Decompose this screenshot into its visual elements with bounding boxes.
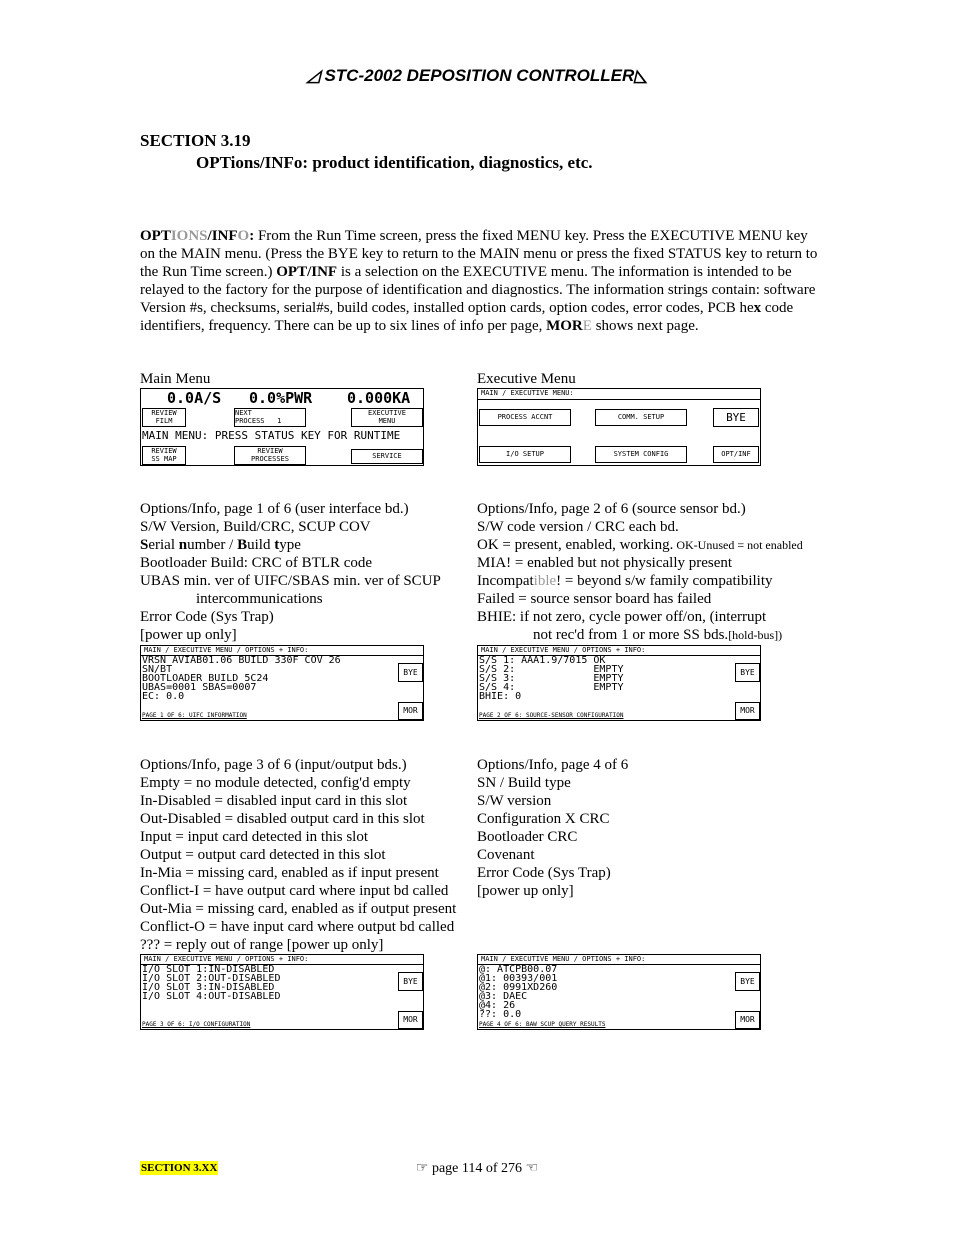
page2-more-button[interactable]: MOR [735, 702, 760, 720]
page2-screen-title: MAIN / EXECUTIVE MENU / OPTIONS + INFO: [481, 646, 646, 654]
page3-screen [140, 954, 424, 1030]
readout-power: 0.0%PWR [249, 389, 313, 407]
page1-screen-title: MAIN / EXECUTIVE MENU / OPTIONS + INFO: [144, 646, 309, 654]
page2-bhie-line-2 [477, 626, 803, 644]
lead-opt: OPT [140, 228, 171, 244]
incompat-a: Incompat [477, 573, 534, 589]
section-number: SECTION 3.19 [140, 131, 251, 150]
serial-erial: erial [148, 537, 179, 553]
page2-failed-line: Failed = source sensor board has failed [477, 591, 712, 607]
page4-row: @4: 26 [479, 1000, 516, 1011]
lead-o: O [237, 228, 250, 244]
page1-line: S/W Version, Build/CRC, SCUP COV [140, 519, 371, 535]
main-menu-status-line: MAIN MENU: PRESS STATUS KEY FOR RUNTIME [142, 429, 401, 442]
page1-serial-line [140, 536, 441, 554]
page4-line: Bootloader CRC [477, 829, 578, 845]
page4-row: @2: 0991XD260 [479, 982, 558, 993]
page2-screen [477, 645, 761, 721]
header-left-icon: ◿ [306, 66, 320, 85]
serial-t: t [274, 537, 280, 553]
page1-line: UBAS min. ver of UIFC/SBAS min. ver of SCUP [140, 573, 441, 589]
page3-screen-footer: PAGE 3 OF 6: I/O CONFIGURATION [142, 1021, 251, 1028]
page2-description [477, 500, 803, 644]
serial-ype: ype [279, 537, 301, 553]
exec-menu-title: MAIN / EXECUTIVE MENU: [481, 389, 574, 397]
io-setup-button[interactable]: I/O SETUP [479, 446, 571, 463]
page4-line: Options/Info, page 4 of 6 [477, 757, 629, 773]
review-film-button[interactable]: REVIEW FILM [142, 408, 186, 427]
page-header [0, 66, 954, 86]
page1-more-button[interactable]: MOR [398, 702, 423, 720]
page2-mia-line: MIA! = enabled but not physically present [477, 555, 733, 571]
page3-screen-title: MAIN / EXECUTIVE MENU / OPTIONS + INFO: [144, 955, 309, 963]
page1-line: intercommunications [196, 591, 323, 607]
page3-line: In-Mia = missing card, enabled as if input present [140, 865, 439, 881]
intro-text-1: From the Run Time screen, press the fixed MENU key. Press the EXECUTIVE MENU key on the MAIN menu. (Press the BYE key to return to the MAIN menu or press the fixed STATUS key to return to the Run Time screen.) [140, 228, 818, 280]
serial-b: B [237, 537, 248, 553]
page4-line: Covenant [477, 847, 535, 863]
page4-row: @: ATCPB00.07 [479, 964, 558, 975]
page4-row: @3: DAEC [479, 991, 528, 1002]
page2-row: S/S 3: EMPTY [479, 673, 624, 684]
section-badge: SECTION 3.XX [141, 1162, 218, 1174]
page3-line: Empty = no module detected, config'd empty [140, 775, 411, 791]
section-title: OPTions/INFo: product identification, diagnostics, etc. [196, 153, 593, 172]
page3-line: Output = output card detected in this slot [140, 847, 386, 863]
intro-bold-more: MOR [546, 318, 583, 334]
page4-description [477, 756, 628, 900]
page1-screen [140, 645, 424, 721]
header-right-icon: ◺ [634, 66, 648, 85]
page3-line: Conflict-I = have output card where input bd called [140, 883, 449, 899]
incompat-c: ! = beyond s/w family compatibility [556, 573, 773, 589]
page4-screen [477, 954, 761, 1030]
page2-bhie-line: BHIE: if not zero, cycle power off/on, (interrupt [477, 609, 767, 625]
page2-line: S/W code version / CRC each bd. [477, 519, 679, 535]
serial-umber: umber / [187, 537, 238, 553]
page2-row: S/S 4: EMPTY [479, 682, 624, 693]
lead-inf: /INF [207, 228, 238, 244]
comm-setup-button[interactable]: COMM. SETUP [595, 409, 687, 426]
serial-uild: uild [247, 537, 275, 553]
intro-text-3: code identifiers, frequency. There can be up to six lines of info per page, [140, 300, 794, 334]
bhie2-small: [hold-bus]) [728, 628, 783, 642]
readout-thickness: 0.000KA [347, 389, 411, 407]
ok-definition: OK = present, enabled, working. [477, 537, 674, 553]
page3-line: Out-Mia = missing card, enabled as if output present [140, 901, 457, 917]
page3-line: Out-Disabled = disabled output card in this slot [140, 811, 425, 827]
serial-n: n [178, 537, 188, 553]
page3-more-button[interactable]: MOR [398, 1011, 423, 1029]
executive-menu-caption: Executive Menu [477, 371, 576, 387]
page3-line: Input = input card detected in this slot [140, 829, 368, 845]
page2-row: BHIE: 0 [479, 691, 522, 702]
readout-rate: 0.0A/S [167, 389, 222, 407]
page2-bye-button[interactable]: BYE [735, 663, 760, 682]
system-config-button[interactable]: SYSTEM CONFIG [595, 446, 687, 463]
page1-row: UBAS=0001 SBAS=0007 [142, 682, 257, 693]
page4-line: Configuration X CRC [477, 811, 610, 827]
page3-line: ??? = reply out of range [power up only] [140, 937, 384, 953]
page3-row: I/O SLOT 3:IN-DISABLED [142, 982, 275, 993]
page4-line: Error Code (Sys Trap) [477, 865, 611, 881]
page1-row: BOOTLOADER BUILD 5C24 [142, 673, 269, 684]
process-accnt-button[interactable]: PROCESS ACCNT [479, 409, 571, 426]
bye-button[interactable]: BYE [713, 408, 759, 427]
page4-row: @1: 00393/001 [479, 973, 558, 984]
intro-text-4: shows next page. [591, 318, 699, 334]
intro-bold-x: x [753, 300, 762, 316]
executive-menu-button[interactable]: EXECUTIVE MENU [351, 408, 423, 427]
page3-row: I/O SLOT 4:OUT-DISABLED [142, 991, 281, 1002]
intro-text-2: is a selection on the EXECUTIVE menu. The information is intended to be relayed to the factory for the purpose of identification and diagnostics. The information strings contain: software Version #s, checksums, serial#s, build codes, installed option cards, option codes, error codes, PCB he [140, 264, 816, 316]
intro-gray-e: E [582, 318, 592, 334]
page4-line: [power up only] [477, 883, 574, 899]
page1-line: [power up only] [140, 627, 237, 643]
ok-unused-definition: OK-Unused = not enabled [673, 538, 803, 552]
page1-bye-button[interactable]: BYE [398, 663, 423, 682]
serial-s: S [140, 537, 149, 553]
page4-bye-button[interactable]: BYE [735, 972, 760, 991]
opt-inf-button[interactable]: OPT/INF [713, 446, 759, 463]
page2-line: Options/Info, page 2 of 6 (source sensor bd.) [477, 501, 746, 517]
page3-line: Options/Info, page 3 of 6 (input/output bds.) [140, 757, 407, 773]
header-title: STC-2002 DEPOSITION CONTROLLER [324, 66, 635, 85]
review-processes-button[interactable]: REVIEW PROCESSES [234, 446, 306, 465]
page1-row: VRSN AVIAB01.06 BUILD 330F COV 26 [142, 655, 341, 666]
page-number: ☞ page 114 of 276 ☜ [415, 1161, 539, 1176]
page3-description [140, 756, 456, 954]
page4-screen-title: MAIN / EXECUTIVE MENU / OPTIONS + INFO: [481, 955, 646, 963]
page2-row: S/S 1: AAA1.9/7015 OK [479, 655, 606, 666]
lead-ions: IONS [170, 228, 208, 244]
page3-row: I/O SLOT 1:IN-DISABLED [142, 964, 275, 975]
intro-bold-optinf: OPT/INF [276, 264, 338, 280]
incompat-b: ible [533, 573, 557, 589]
main-menu-screen [140, 388, 424, 466]
service-button[interactable]: SERVICE [351, 449, 423, 464]
page1-row: EC: 0.0 [142, 691, 185, 702]
page2-screen-footer: PAGE 2 OF 6: SOURCE-SENSOR CONFIGURATION [479, 712, 624, 719]
page1-line: Error Code (Sys Trap) [140, 609, 274, 625]
review-ss-map-button[interactable]: REVIEW SS MAP [142, 446, 186, 465]
executive-menu-screen [477, 388, 761, 466]
bhie2-text: not rec'd from 1 or more SS bds. [533, 627, 729, 643]
lead-colon: : [249, 228, 255, 244]
page3-row: I/O SLOT 2:OUT-DISABLED [142, 973, 281, 984]
page4-row: ??: 0.0 [479, 1009, 522, 1020]
page2-ok-line [477, 536, 803, 554]
page2-row: S/S 2: EMPTY [479, 664, 624, 675]
page2-incompat-line [477, 572, 803, 590]
intro-paragraph [140, 227, 820, 335]
page4-more-button[interactable]: MOR [735, 1011, 760, 1029]
page3-bye-button[interactable]: BYE [398, 972, 423, 991]
page1-line: Options/Info, page 1 of 6 (user interface bd.) [140, 501, 409, 517]
page4-screen-footer: PAGE 4 OF 6: BAW SCUP QUERY RESULTS [479, 1021, 606, 1028]
page4-line: S/W version [477, 793, 552, 809]
page1-screen-footer: PAGE 1 OF 6: UIFC INFORMATION [142, 712, 247, 719]
page3-line: In-Disabled = disabled input card in this slot [140, 793, 408, 809]
next-process-button[interactable]: NEXT PROCESS 1 [234, 408, 306, 427]
exec-menu-divider [478, 399, 760, 400]
page3-line: Conflict-O = have input card where output bd called [140, 919, 455, 935]
page1-row: SN/BT [142, 664, 173, 675]
page1-description [140, 500, 441, 644]
main-menu-caption: Main Menu [140, 371, 211, 387]
page1-line: Bootloader Build: CRC of BTLR code [140, 555, 373, 571]
page4-line: SN / Build type [477, 775, 571, 791]
